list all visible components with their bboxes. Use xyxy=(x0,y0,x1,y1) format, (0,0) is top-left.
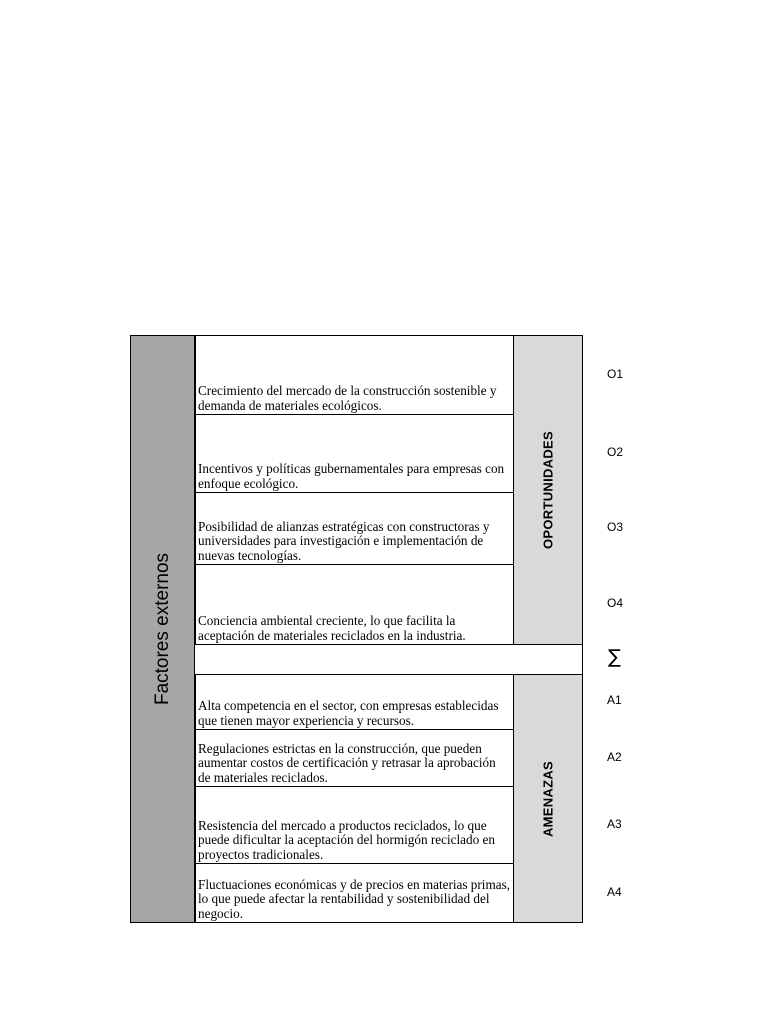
opportunity-row-2: Incentivos y políticas gubernamentales para empresas con enfoque ecológico. xyxy=(195,414,514,493)
opportunity-row-1: Crecimiento del mercado de la construcción sostenible y demanda de materiales ecológicos. xyxy=(195,335,514,415)
threats-group xyxy=(513,674,583,923)
threat-row-1: Alta competencia en el sector, con empresas establecidas que tienen mayor experiencia y recursos. xyxy=(195,674,514,730)
opportunities-label: OPORTUNIDADES xyxy=(540,430,556,550)
sum-row xyxy=(195,644,583,675)
threat-code-4: A4 xyxy=(607,885,622,899)
opportunity-code-3: O3 xyxy=(607,520,624,534)
sum-symbol: ∑ xyxy=(608,646,621,668)
opportunity-code-1: O1 xyxy=(607,367,624,381)
external-factors-sidebar xyxy=(130,335,195,923)
threat-code-1: A1 xyxy=(607,693,622,707)
opportunity-code-2: O2 xyxy=(607,445,624,459)
threat-row-3: Resistencia del mercado a productos reciclados, lo que puede dificultar la aceptación del hormigón reciclado en proyectos tradicionales. xyxy=(195,786,514,864)
opportunity-row-3: Posibilidad de alianzas estratégicas con constructoras y universidades para investigación e implementación de nuevas tecnologías. xyxy=(195,492,514,565)
sidebar-title: Factores externos xyxy=(151,552,173,706)
threats-label: AMENAZAS xyxy=(540,760,556,837)
threat-code-3: A3 xyxy=(607,817,622,831)
threat-row-2: Regulaciones estrictas en la construcción, que pueden aumentar costos de certificación y retrasar la aprobación de materiales reciclados. xyxy=(195,729,514,787)
threat-row-4: Fluctuaciones económicas y de precios en materias primas, lo que puede afectar la rentabilidad y sostenibilidad del negocio. xyxy=(195,863,514,923)
opportunity-row-4: Conciencia ambiental creciente, lo que facilita la aceptación de materiales reciclados en la industria. xyxy=(195,564,514,645)
opportunity-code-4: O4 xyxy=(607,596,624,610)
threat-code-2: A2 xyxy=(607,750,622,764)
opportunities-group xyxy=(513,335,583,645)
